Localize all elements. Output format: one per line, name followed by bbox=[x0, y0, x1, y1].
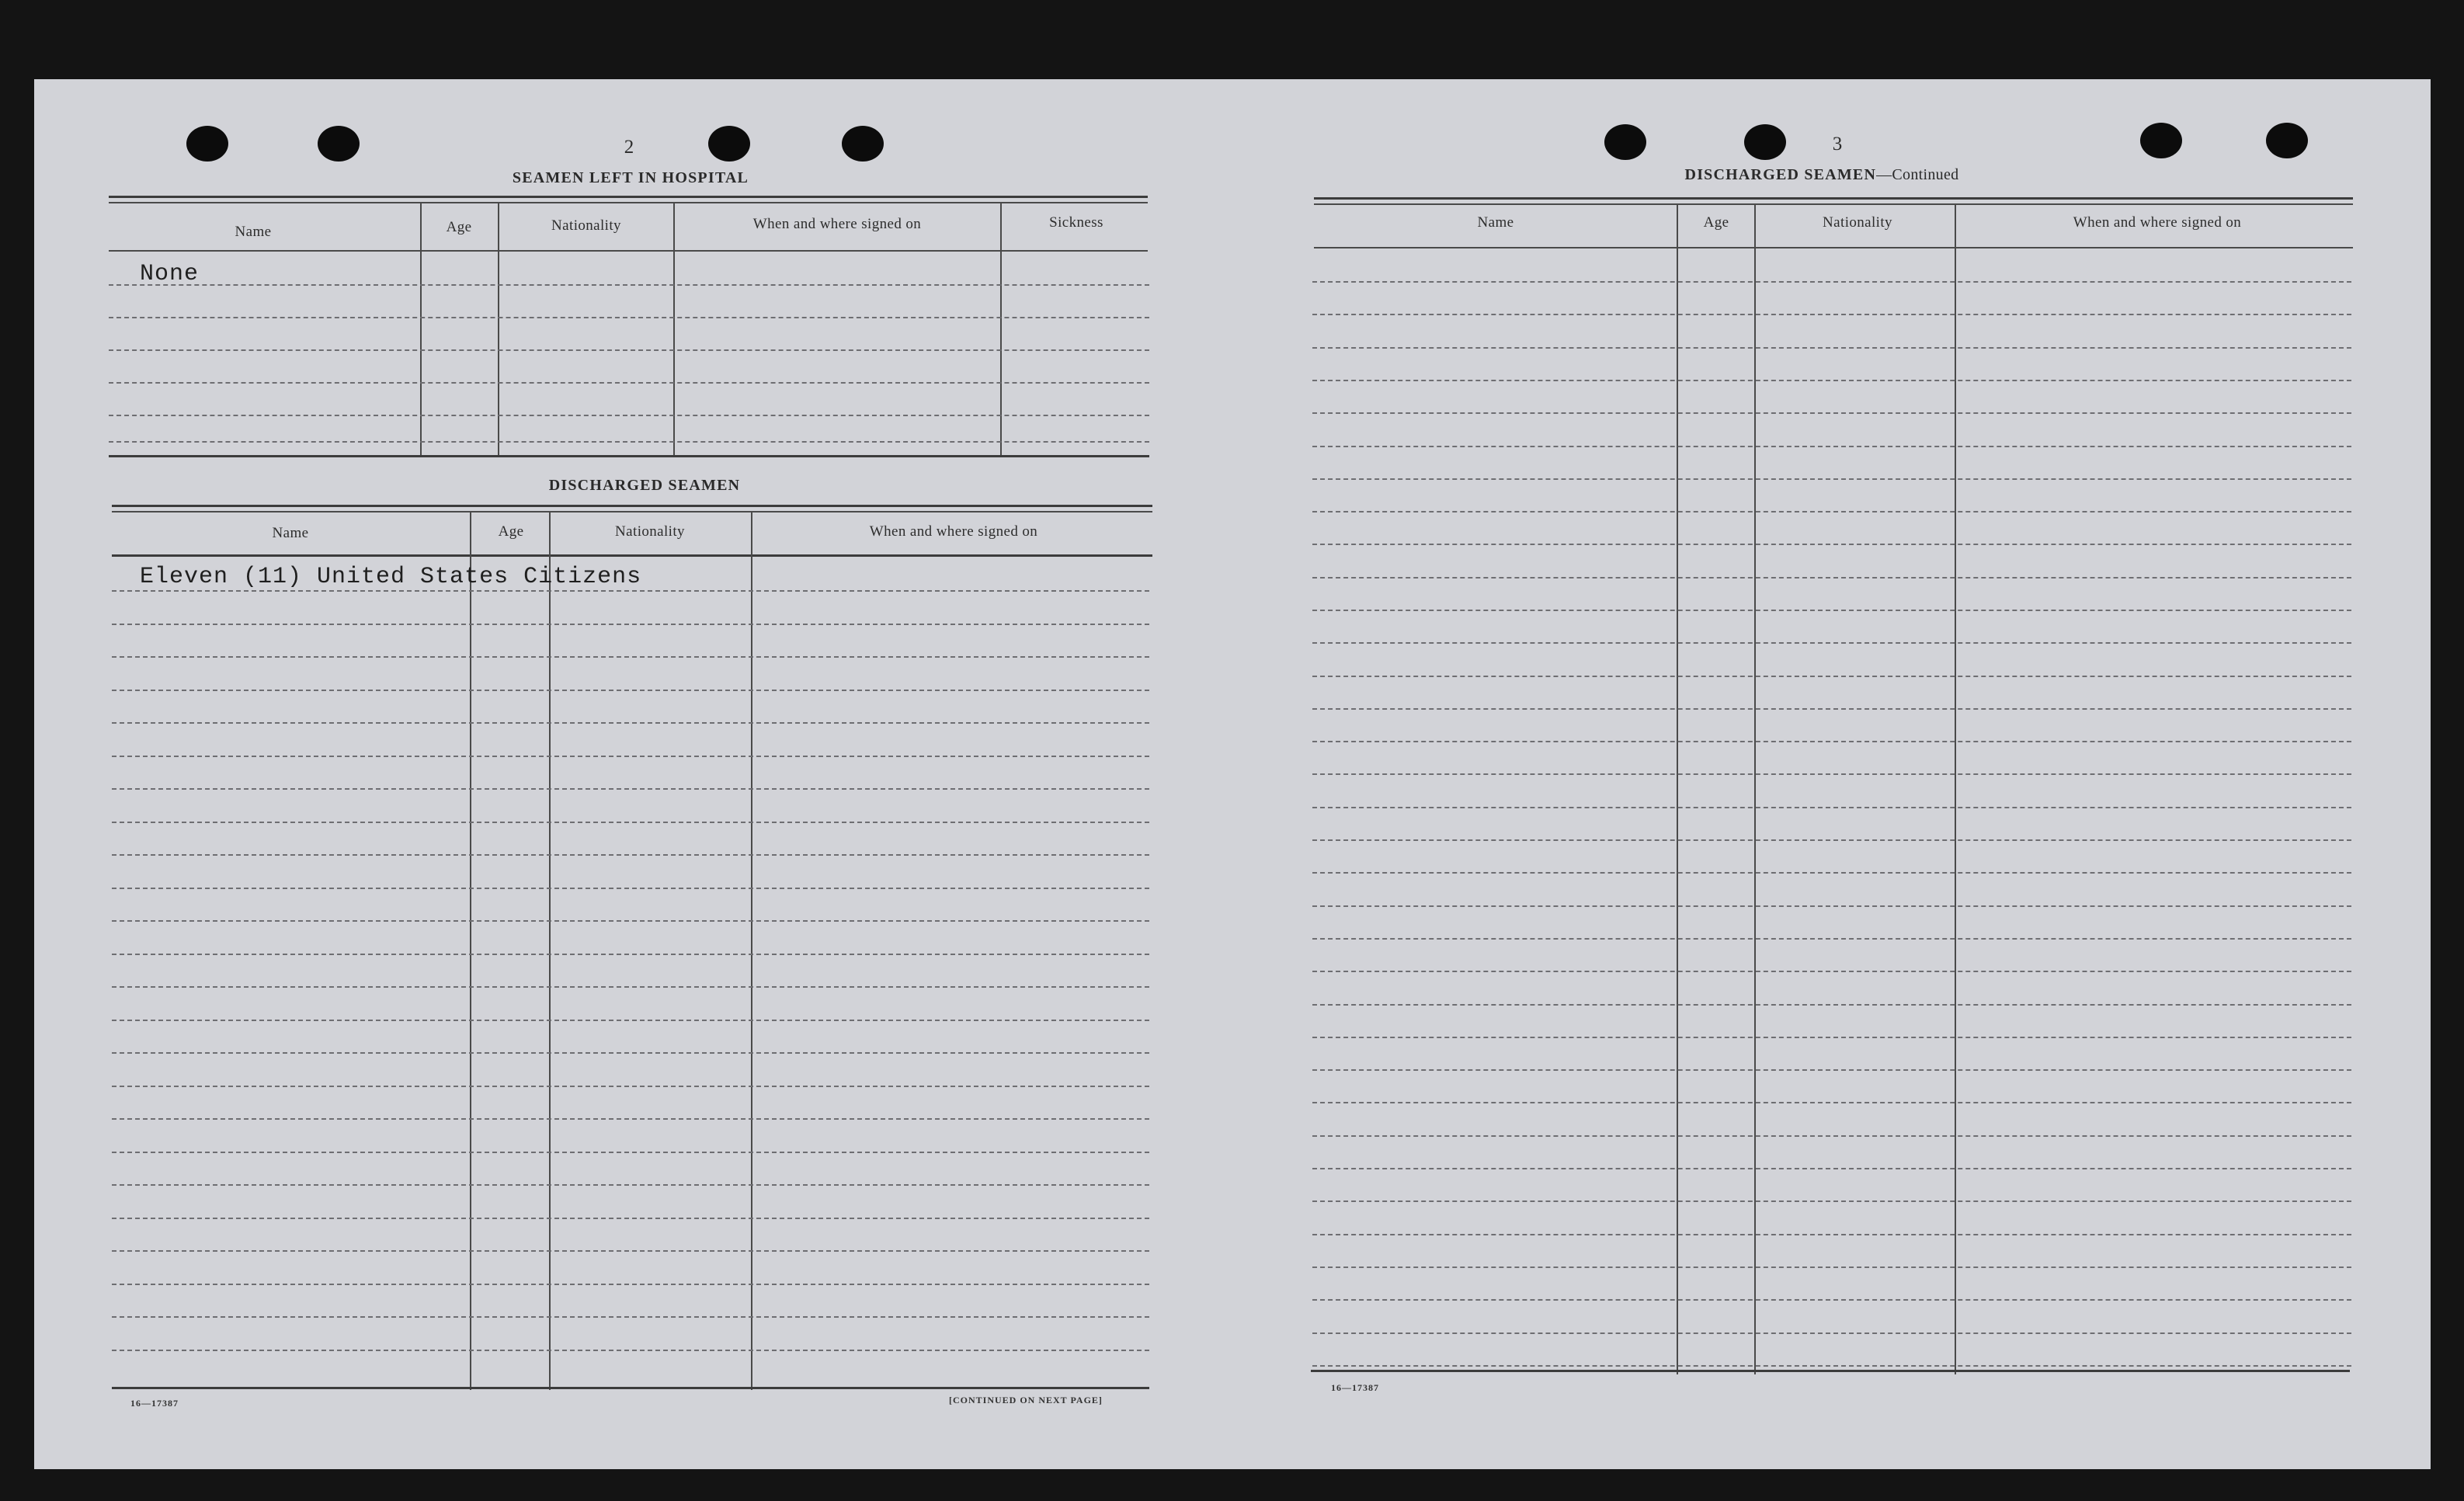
right-title-suffix: —Continued bbox=[1876, 166, 1959, 183]
discharged-row-line bbox=[112, 954, 1149, 955]
right-section-title bbox=[1685, 166, 1959, 184]
hospital-col-name: Name bbox=[235, 224, 272, 240]
hospital-col-divider bbox=[498, 202, 499, 457]
right-row-line bbox=[1312, 347, 2351, 349]
hospital-header-bottom-rule bbox=[109, 250, 1148, 252]
discharged-row-line bbox=[112, 722, 1149, 724]
discharged-col-divider bbox=[549, 511, 551, 1390]
hospital-col-nationality: Nationality bbox=[551, 217, 621, 234]
right-row-line bbox=[1312, 1365, 2351, 1367]
right-col-name: Name bbox=[1477, 214, 1514, 231]
hospital-table-top-rule bbox=[109, 196, 1148, 198]
right-row-line bbox=[1312, 1135, 2351, 1137]
discharged-row-line bbox=[112, 1118, 1149, 1120]
right-header-rule bbox=[1314, 203, 2353, 205]
hospital-row-line bbox=[109, 349, 1149, 351]
hospital-col-divider bbox=[1000, 202, 1002, 457]
hospital-row-line bbox=[109, 382, 1149, 384]
discharged-row-line bbox=[112, 656, 1149, 658]
right-row-line bbox=[1312, 839, 2351, 841]
right-row-line bbox=[1312, 1332, 2351, 1334]
right-row-line bbox=[1312, 1102, 2351, 1103]
discharged-header-bottom-rule bbox=[112, 554, 1152, 557]
right-row-line bbox=[1312, 446, 2351, 447]
right-row-line bbox=[1312, 1200, 2351, 1202]
right-row-line bbox=[1312, 1168, 2351, 1169]
discharged-row-line bbox=[112, 1350, 1149, 1351]
right-row-line bbox=[1312, 773, 2351, 775]
right-row-line bbox=[1312, 905, 2351, 907]
right-row-line bbox=[1312, 478, 2351, 480]
right-row-line bbox=[1312, 511, 2351, 512]
hospital-col-divider bbox=[420, 202, 422, 457]
right-col-signed-on: When and where signed on bbox=[2073, 214, 2242, 231]
page-number-left: 2 bbox=[624, 137, 634, 158]
right-row-line bbox=[1312, 1266, 2351, 1268]
discharged-header-rule bbox=[112, 511, 1152, 512]
discharged-entry: Eleven (11) United States Citizens bbox=[140, 564, 642, 590]
right-row-line bbox=[1312, 872, 2351, 874]
discharged-row-line bbox=[112, 854, 1149, 856]
discharged-row-line bbox=[112, 756, 1149, 757]
discharged-row-line bbox=[112, 788, 1149, 790]
right-row-line bbox=[1312, 314, 2351, 315]
page-number-right: 3 bbox=[1832, 134, 1843, 155]
discharged-row-line bbox=[112, 690, 1149, 691]
right-row-line bbox=[1312, 610, 2351, 611]
hospital-section-title: SEAMEN LEFT IN HOSPITAL bbox=[512, 169, 749, 186]
hospital-col-sickness: Sickness bbox=[1049, 214, 1103, 231]
right-col-age: Age bbox=[1703, 214, 1729, 231]
right-row-line bbox=[1312, 412, 2351, 414]
right-title-main: DISCHARGED SEAMEN bbox=[1684, 166, 1877, 183]
right-row-line bbox=[1312, 1069, 2351, 1071]
hospital-row-line bbox=[109, 415, 1149, 416]
right-row-line bbox=[1312, 281, 2351, 283]
hospital-col-signed-on: When and where signed on bbox=[752, 216, 922, 232]
discharged-row-line bbox=[112, 624, 1149, 625]
right-row-line bbox=[1312, 708, 2351, 710]
punch-hole bbox=[186, 126, 228, 162]
discharged-row-line bbox=[112, 1284, 1149, 1285]
right-row-line bbox=[1312, 938, 2351, 940]
right-row-line bbox=[1312, 1037, 2351, 1038]
form-number-left: 16—17387 bbox=[130, 1398, 179, 1409]
right-table-bottom-rule bbox=[1311, 1370, 2350, 1372]
right-row-line bbox=[1312, 971, 2351, 972]
punch-hole bbox=[1604, 124, 1646, 160]
discharged-col-age: Age bbox=[498, 523, 524, 540]
right-col-nationality: Nationality bbox=[1823, 214, 1892, 231]
form-number-right: 16—17387 bbox=[1331, 1382, 1379, 1393]
right-row-line bbox=[1312, 577, 2351, 579]
punch-hole bbox=[2140, 123, 2182, 158]
right-row-line bbox=[1312, 676, 2351, 677]
hospital-row-line bbox=[109, 317, 1149, 318]
discharged-row-line bbox=[112, 822, 1149, 823]
discharged-table-bottom-rule bbox=[112, 1387, 1149, 1389]
discharged-row-line bbox=[112, 1184, 1149, 1186]
hospital-row-line bbox=[109, 284, 1149, 286]
discharged-row-line bbox=[112, 590, 1149, 592]
hospital-row-line bbox=[109, 441, 1149, 443]
punch-hole bbox=[842, 126, 884, 162]
discharged-col-divider bbox=[470, 511, 471, 1390]
punch-hole bbox=[2266, 123, 2308, 158]
discharged-col-nationality: Nationality bbox=[615, 523, 685, 540]
discharged-row-line bbox=[112, 1316, 1149, 1318]
discharged-col-name: Name bbox=[272, 525, 309, 541]
hospital-col-divider bbox=[673, 202, 675, 457]
discharged-row-line bbox=[112, 1218, 1149, 1219]
discharged-table-top-rule bbox=[112, 505, 1152, 507]
right-row-line bbox=[1312, 380, 2351, 381]
right-table-top-rule bbox=[1314, 197, 2353, 200]
hospital-col-age: Age bbox=[446, 219, 472, 235]
discharged-row-line bbox=[112, 888, 1149, 889]
right-row-line bbox=[1312, 544, 2351, 545]
punch-hole bbox=[318, 126, 360, 162]
discharged-col-divider bbox=[751, 511, 752, 1390]
right-row-line bbox=[1312, 741, 2351, 742]
hospital-header-rule bbox=[109, 202, 1148, 203]
discharged-row-line bbox=[112, 1250, 1149, 1252]
hospital-table-bottom-rule bbox=[109, 455, 1149, 457]
discharged-row-line bbox=[112, 1152, 1149, 1153]
right-row-line bbox=[1312, 1004, 2351, 1006]
discharged-row-line bbox=[112, 1086, 1149, 1087]
right-row-line bbox=[1312, 642, 2351, 644]
discharged-row-line bbox=[112, 1020, 1149, 1021]
discharged-row-line bbox=[112, 1052, 1149, 1054]
right-row-line bbox=[1312, 1234, 2351, 1235]
punch-hole bbox=[1744, 124, 1786, 160]
right-row-line bbox=[1312, 807, 2351, 808]
continued-note: [CONTINUED ON NEXT PAGE] bbox=[949, 1395, 1103, 1405]
punch-hole bbox=[708, 126, 750, 162]
discharged-row-line bbox=[112, 986, 1149, 988]
right-header-bottom-rule bbox=[1314, 247, 2353, 248]
hospital-entry: None bbox=[140, 261, 200, 287]
discharged-col-signed-on: When and where signed on bbox=[869, 523, 1038, 540]
right-row-line bbox=[1312, 1299, 2351, 1301]
discharged-row-line bbox=[112, 920, 1149, 922]
discharged-section-title: DISCHARGED SEAMEN bbox=[548, 477, 741, 494]
